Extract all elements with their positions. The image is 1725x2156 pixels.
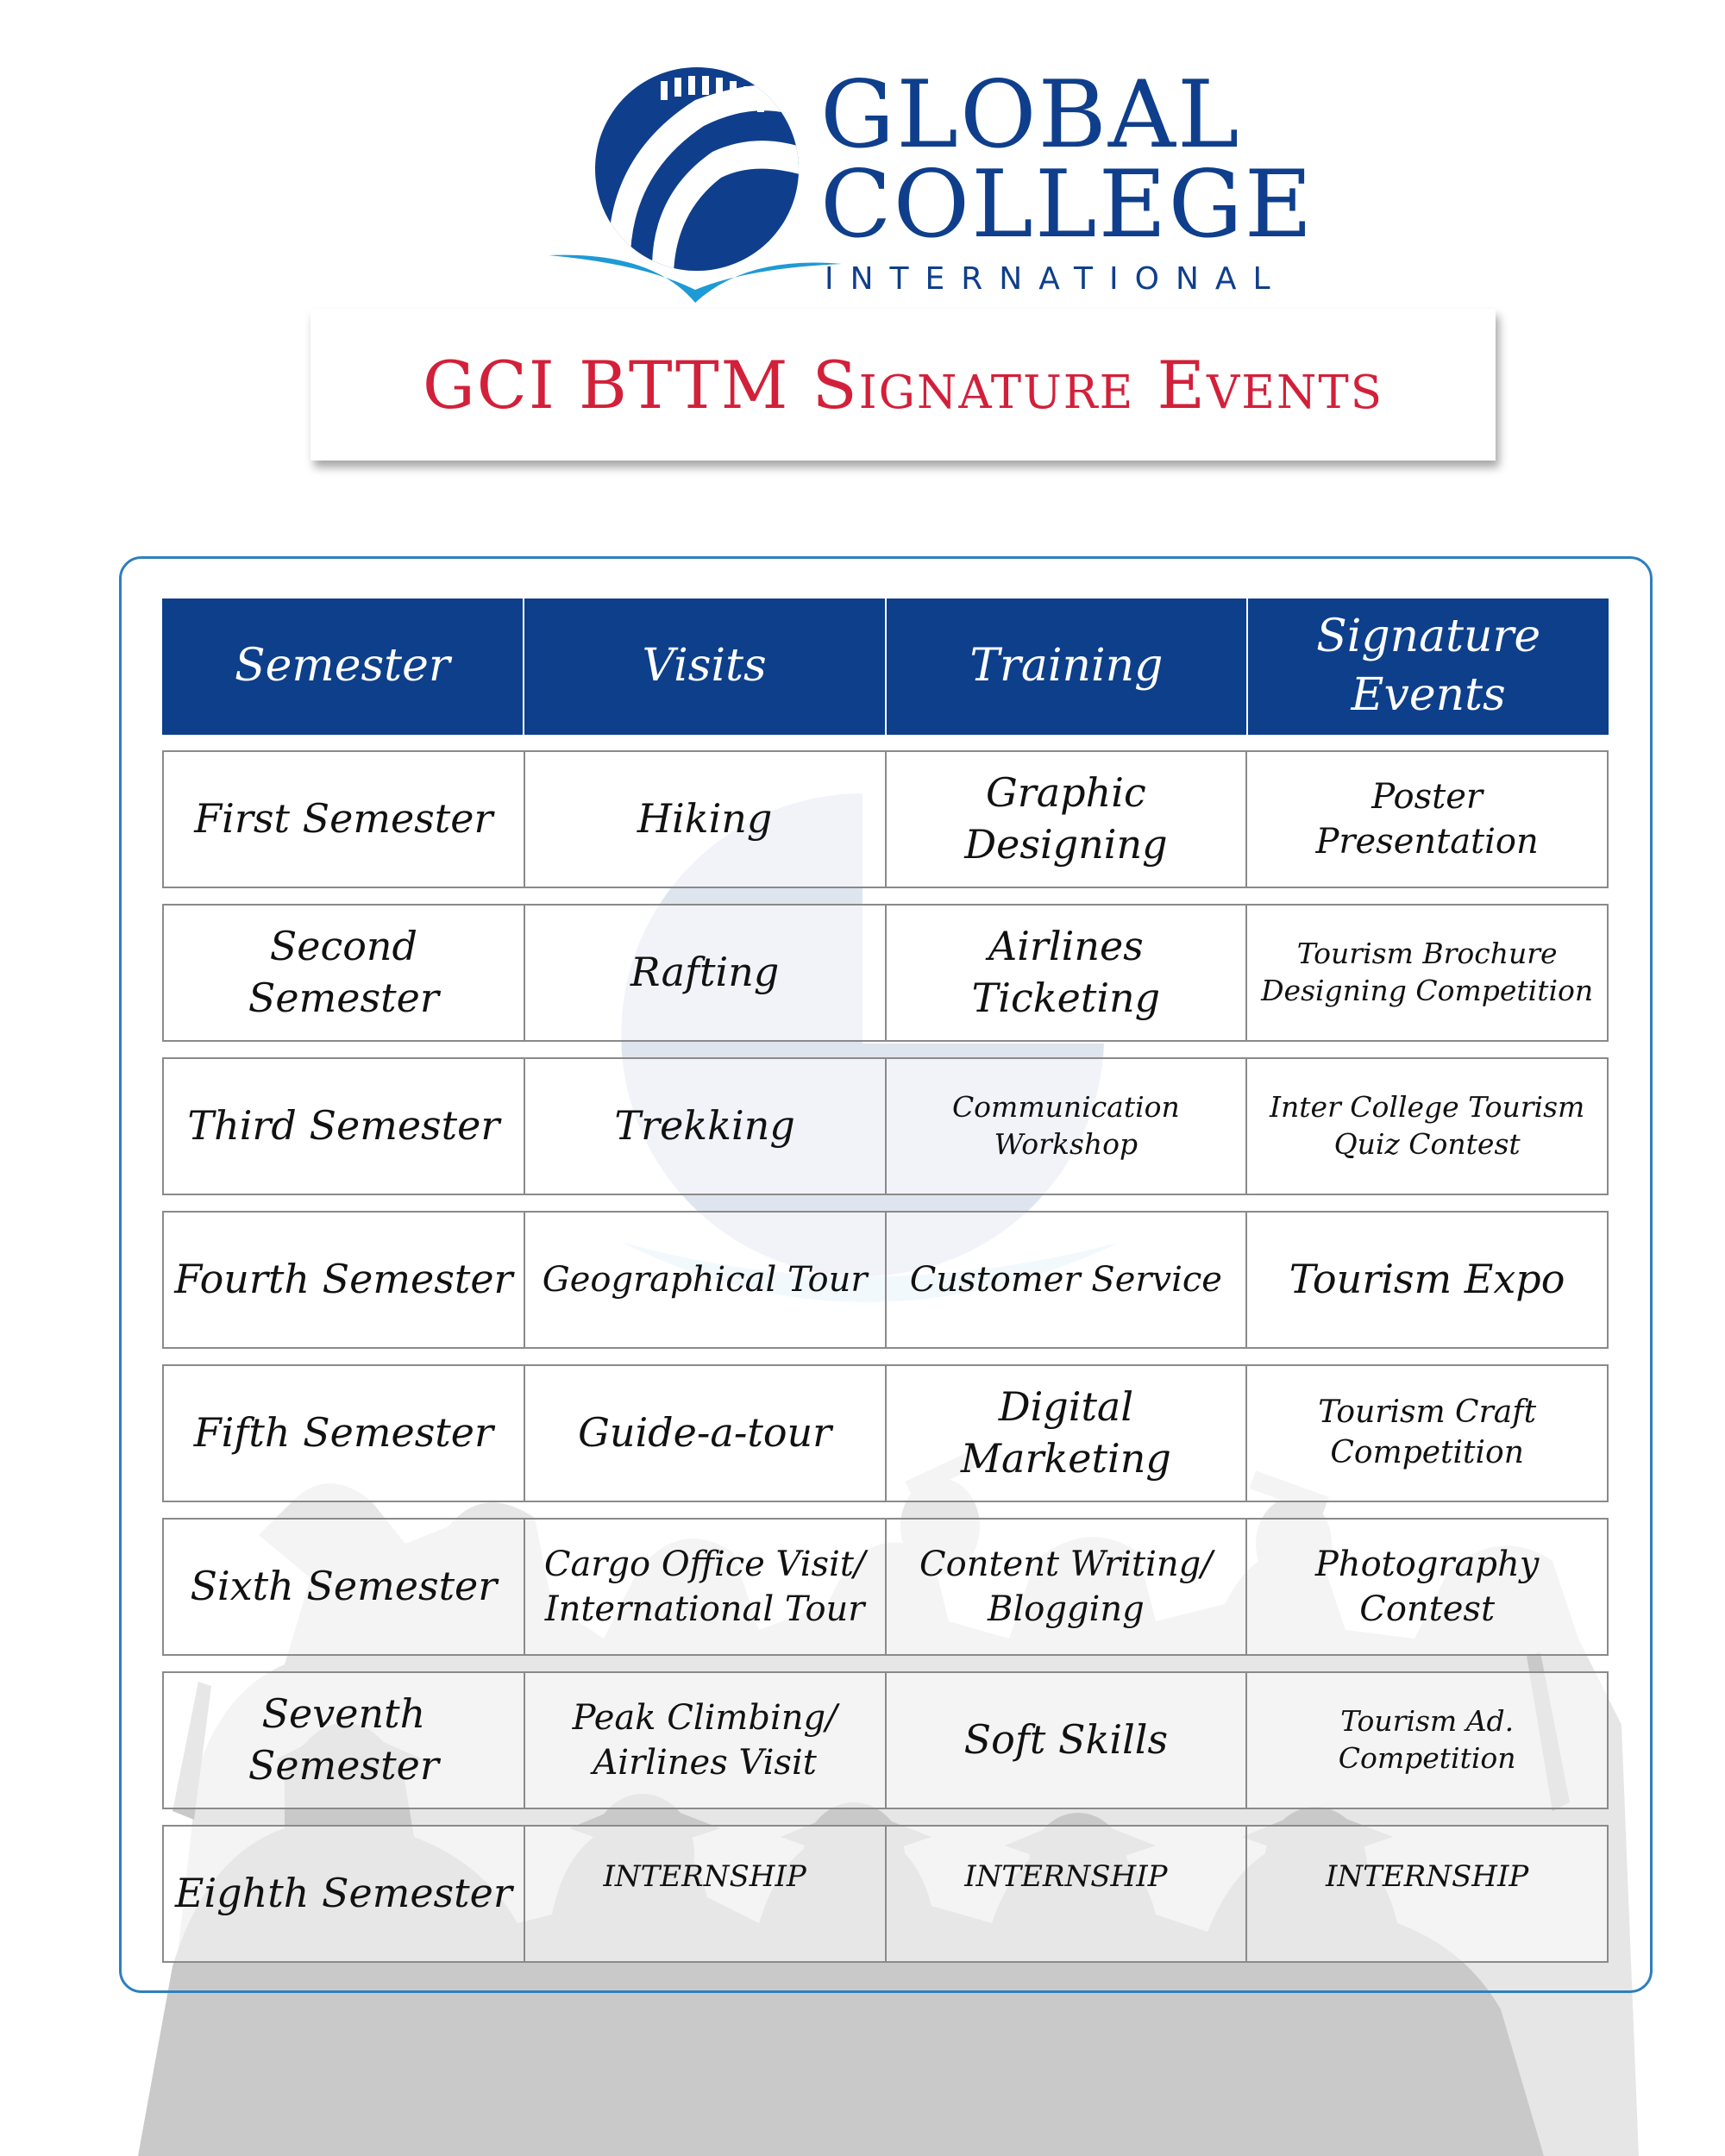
- page-title: GCI BTTM Signature Events: [423, 346, 1383, 423]
- events-table: [162, 599, 1609, 1963]
- cell-training: Digital Marketing: [887, 1366, 1248, 1501]
- cell-semester: Sixth Semester: [164, 1520, 525, 1654]
- cell-semester: Third Semester: [164, 1059, 525, 1194]
- cell-visits: Guide-a-tour: [525, 1366, 887, 1501]
- cell-visits: INTERNSHIP: [525, 1827, 887, 1961]
- cell-training: Content Writing/ Blogging: [887, 1520, 1248, 1654]
- cell-visits: Peak Climbing/ Airlines Visit: [525, 1673, 887, 1808]
- table-row: [162, 1211, 1609, 1349]
- table-row: [162, 1057, 1609, 1195]
- cell-training: Airlines Ticketing: [887, 906, 1248, 1040]
- cell-event: Inter College Tourism Quiz Contest: [1269, 1090, 1585, 1161]
- table-row: [162, 904, 1609, 1042]
- cell-semester: Second Semester: [164, 906, 525, 1040]
- table-row: [162, 1518, 1609, 1656]
- logo-emblem-icon: [549, 57, 842, 307]
- logo-text-global: GLOBAL: [820, 61, 1241, 169]
- cell-event: Tourism Expo: [1289, 1256, 1565, 1303]
- table-header-row: [162, 599, 1609, 735]
- header-semester: Semester: [162, 599, 524, 735]
- college-logo: [549, 57, 1314, 307]
- cell-training: Soft Skills: [887, 1673, 1248, 1808]
- cell-semester: Fourth Semester: [164, 1213, 525, 1347]
- cell-visits: Cargo Office Visit/ International Tour: [525, 1520, 887, 1654]
- cell-training: Graphic Designing: [887, 752, 1248, 887]
- header-training: Training: [887, 599, 1249, 735]
- cell-event: Poster Presentation: [1315, 777, 1539, 862]
- table-row: [162, 1825, 1609, 1963]
- logo-text-international: INTERNATIONAL: [825, 261, 1287, 297]
- table-row: [162, 1671, 1609, 1809]
- cell-event: Tourism Ad. Competition: [1338, 1704, 1516, 1775]
- header-visits: Visits: [524, 599, 887, 735]
- table-row: [162, 750, 1609, 888]
- cell-training: Communication Workshop: [887, 1059, 1248, 1194]
- cell-event: INTERNSHIP: [1325, 1859, 1529, 1894]
- cell-semester: Eighth Semester: [164, 1827, 525, 1961]
- cell-training: Customer Service: [887, 1213, 1248, 1347]
- table-row: [162, 1364, 1609, 1502]
- cell-semester: Seventh Semester: [164, 1673, 525, 1808]
- cell-event: Tourism Craft Competition: [1318, 1395, 1537, 1470]
- cell-visits: Geographical Tour: [525, 1213, 887, 1347]
- cell-event: Tourism Brochure Designing Competition: [1261, 937, 1594, 1007]
- header-signature-events: Signature Events: [1316, 611, 1541, 721]
- cell-semester: First Semester: [164, 752, 525, 887]
- cell-semester: Fifth Semester: [164, 1366, 525, 1501]
- cell-visits: Hiking: [525, 752, 887, 887]
- cell-training: INTERNSHIP: [887, 1827, 1248, 1961]
- logo-text-college: COLLEGE: [820, 151, 1314, 259]
- cell-visits: Rafting: [525, 906, 887, 1040]
- page-title-box: [310, 309, 1496, 461]
- cell-event: Photography Contest: [1314, 1545, 1540, 1629]
- cell-visits: Trekking: [525, 1059, 887, 1194]
